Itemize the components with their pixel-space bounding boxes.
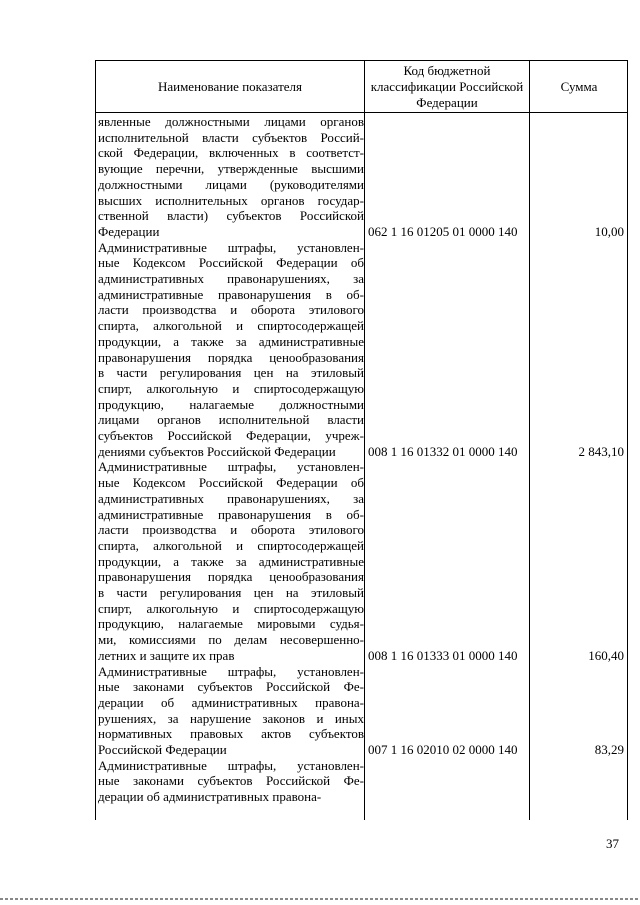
- row-name-line: должностными лицами (руководителями: [98, 176, 364, 192]
- row-name-line: административные правонарушения в об-: [98, 506, 364, 522]
- row-code: 007 1 16 02010 02 0000 140: [368, 742, 518, 757]
- row-name-line: ные Кодексом Российской Федерации об: [98, 475, 364, 491]
- row-name-line: высших исполнительных органов государ-: [98, 192, 364, 208]
- row-name-line: ные законами субъектов Российской Фе-: [98, 773, 364, 789]
- row-name-line: Административные штрафы, установлен-: [98, 757, 364, 773]
- column-divider: [364, 61, 365, 820]
- header-divider: [96, 112, 627, 113]
- row-code: 008 1 16 01333 01 0000 140: [368, 647, 518, 663]
- row-name-line: в части регулирования цен на этиловый: [98, 365, 364, 381]
- row-name-line: Федерации: [98, 223, 160, 239]
- row-name-line: продукции, а также за административные: [98, 553, 364, 569]
- row-name-line: рушениях, за нарушение законов и иных: [98, 710, 364, 726]
- row-name-line: продукцию, налагаемые мировыми судья-: [98, 616, 364, 632]
- row-name-line: Российской Федерации: [98, 742, 227, 758]
- row-name-line: вующие перечни, утвержденные высшими: [98, 161, 364, 177]
- header-name: Наименование показателя: [157, 78, 303, 94]
- row-name-line: Административные штрафы, установлен-: [98, 239, 364, 255]
- row-name-line: ми, комиссиями по делам несовершенно-: [98, 632, 364, 648]
- row-name-line: административных правонарушениях, за: [98, 490, 364, 506]
- row-name-line: правонарушения порядка ценообразования: [98, 349, 364, 365]
- page-number: 37: [606, 836, 619, 851]
- row-name-line: нормативных правовых актов субъектов: [98, 726, 364, 742]
- row-name-line: исполнительной власти субъектов Россий-: [98, 129, 364, 145]
- row-name-line: ской Федерации, включенных в соответст-: [98, 145, 364, 161]
- row-name-line: ственной власти) субъектов Российской: [98, 208, 364, 224]
- row-name-line: спирт, алкогольную и спиртосодержащую: [98, 600, 364, 616]
- row-name-line: административных правонарушениях, за: [98, 271, 364, 286]
- row-sum: 2 843,10: [578, 443, 624, 459]
- row-name: [96, 758, 364, 805]
- row-name-line: Административные штрафы, установлен-: [98, 459, 364, 475]
- budget-table: [95, 60, 628, 820]
- row-code: 062 1 16 01205 01 0000 140: [368, 223, 518, 239]
- row-name-line: спирта, алкогольной и спиртосодержащей: [98, 537, 364, 553]
- row-name-line: дерации об административных правона-: [98, 694, 364, 710]
- row-name-line: Административные штрафы, установлен-: [98, 663, 364, 679]
- row-name: [96, 459, 364, 663]
- column-divider: [529, 61, 530, 820]
- row-name-line: продукцию, налагаемые должностными: [98, 396, 364, 412]
- row-sum: 160,40: [588, 647, 624, 663]
- row-name-line: административные правонарушения в об-: [98, 286, 364, 302]
- row-name-line: ласти производства и оборота этилового: [98, 522, 364, 538]
- row-name-line: субъектов Российской Федерации, учреж-: [98, 428, 364, 444]
- scan-edge: [0, 898, 640, 900]
- row-name-line: ласти производства и оборота этилового: [98, 302, 364, 318]
- row-code: 008 1 16 01332 01 0000 140: [368, 443, 518, 459]
- row-name-line: спирт, алкогольную и спиртосодержащую: [98, 380, 364, 396]
- header-code: Код бюджетной классификации Российской Федерации: [370, 62, 524, 110]
- row-name-line: дениями субъектов Российской Федерации: [98, 443, 336, 459]
- row-name-line: явленные должностными лицами органов: [98, 114, 364, 129]
- row-name-line: правонарушения порядка ценообразования: [98, 569, 364, 585]
- row-name-line: ные Кодексом Российской Федерации об: [98, 255, 364, 271]
- row-name-line: дерации об административных правона-: [98, 789, 322, 805]
- row-name: [96, 664, 364, 758]
- row-sum: 10,00: [594, 223, 624, 239]
- row-name-line: лицами органов исполнительной власти: [98, 412, 364, 428]
- row-name-line: в части регулирования цен на этиловый: [98, 585, 364, 601]
- row-name-line: летних и защите их прав: [98, 647, 235, 663]
- row-sum: 83,29: [594, 742, 624, 757]
- row-name-line: спирта, алкогольной и спиртосодержащей: [98, 318, 364, 334]
- row-name: [96, 114, 364, 240]
- header-sum: Сумма: [560, 78, 598, 94]
- row-name-line: ные законами субъектов Российской Фе-: [98, 679, 364, 695]
- row-name-line: продукции, а также за административные: [98, 333, 364, 349]
- row-name: [96, 240, 364, 460]
